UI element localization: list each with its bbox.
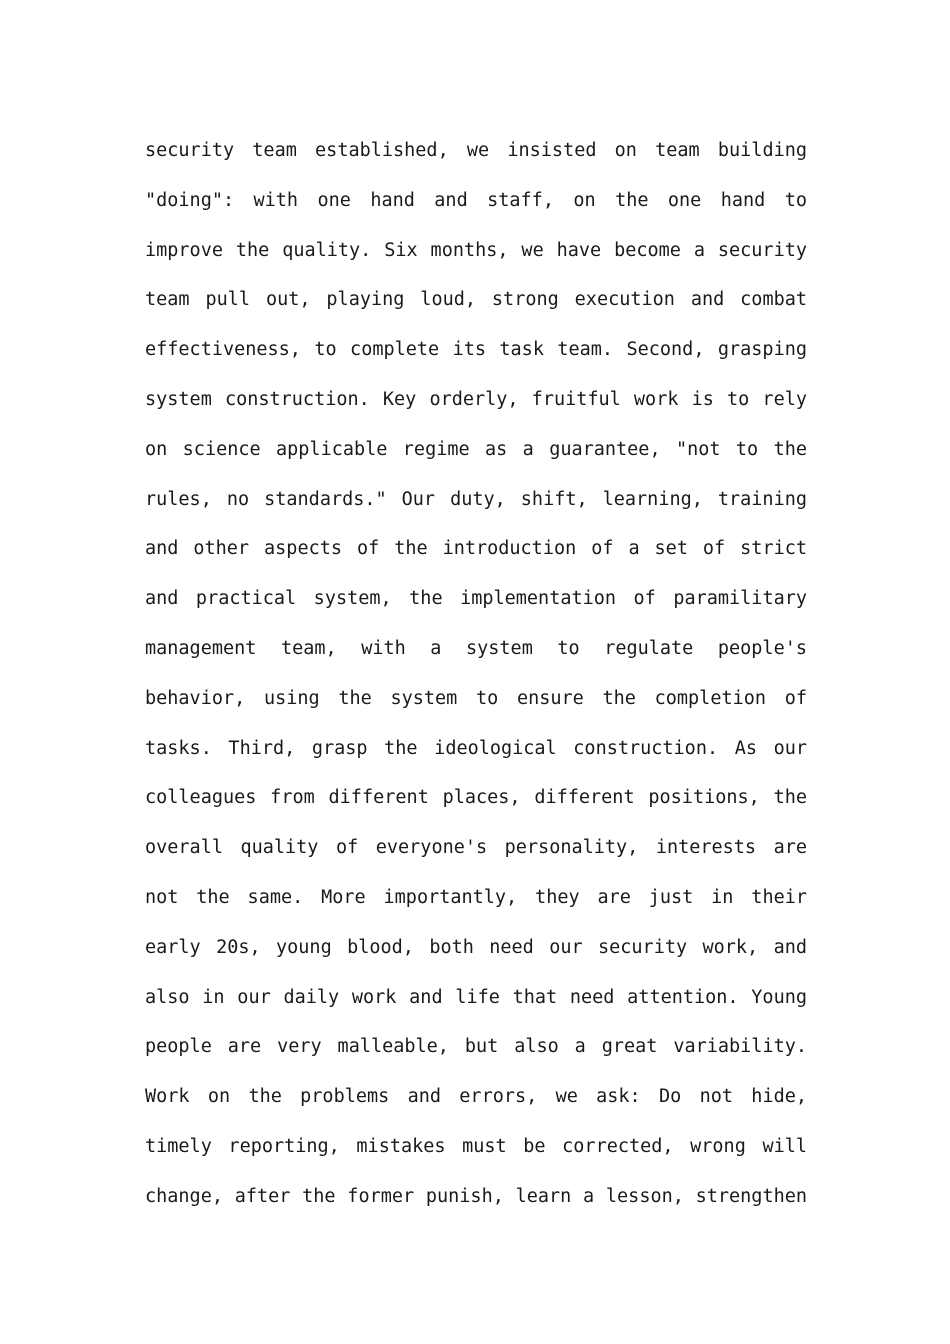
text-line: also in our daily work and life that need attention. Young — [145, 986, 807, 1008]
text-line: early 20s, young blood, both need our security work, and — [145, 936, 807, 958]
text-line: on science applicable regime as a guarantee, "not to the — [145, 438, 807, 460]
text-line: and practical system, the implementation of paramilitary — [145, 588, 807, 610]
text-line: change, after the former punish, learn a lesson, strengthen — [145, 1185, 807, 1207]
text-line: overall quality of everyone's personality, interests are — [145, 837, 807, 859]
text-line: team pull out, playing loud, strong execution and combat — [145, 289, 807, 311]
text-line: rules, no standards." Our duty, shift, learning, training — [145, 488, 807, 510]
text-line: tasks. Third, grasp the ideological construction. As our — [145, 737, 807, 759]
text-line: Work on the problems and errors, we ask: Do not hide, — [145, 1086, 807, 1108]
text-line: security team established, we insisted on team building — [145, 140, 807, 161]
text-line: "doing": with one hand and staff, on the one hand to — [145, 189, 807, 211]
text-line: management team, with a system to regulate people's — [145, 637, 807, 659]
text-line: effectiveness, to complete its task team. Second, grasping — [145, 339, 807, 361]
text-line: colleagues from different places, different positions, the — [145, 787, 807, 809]
text-line: timely reporting, mistakes must be corrected, wrong will — [145, 1135, 807, 1157]
text-line: not the same. More importantly, they are just in their — [145, 886, 807, 908]
text-line: and other aspects of the introduction of a set of strict — [145, 538, 807, 560]
text-line: system construction. Key orderly, fruitful work is to rely — [145, 388, 807, 410]
text-line: improve the quality. Six months, we have become a security — [145, 239, 807, 261]
text-line: behavior, using the system to ensure the completion of — [145, 687, 807, 709]
body-text — [145, 132, 807, 1228]
text-line: people are very malleable, but also a great variability. — [145, 1036, 807, 1058]
